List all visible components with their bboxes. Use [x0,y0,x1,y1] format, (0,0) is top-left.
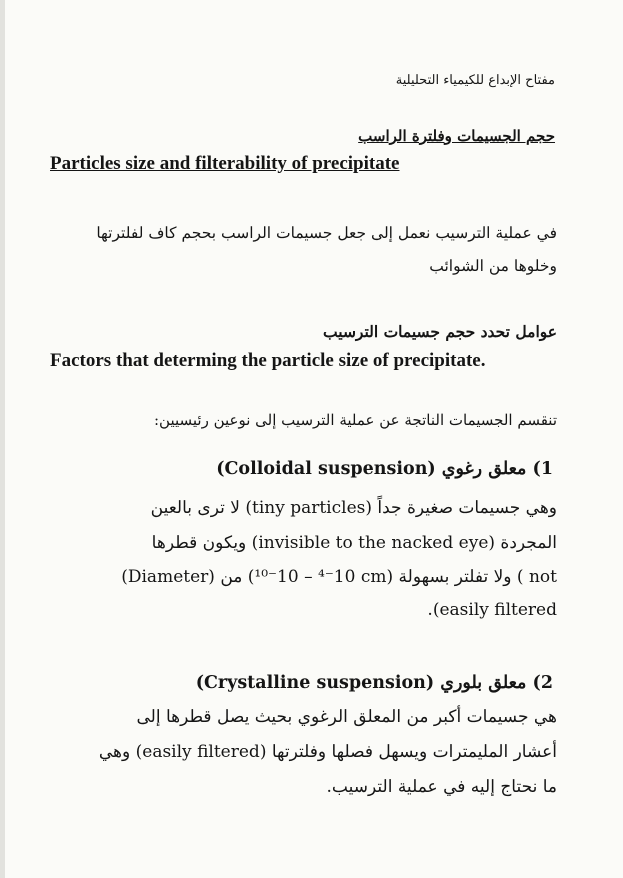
scanned-page-edge [0,0,5,878]
crystalline-line-3: ما نحتاج إليه في عملية الترسيب. [326,777,557,797]
crystalline-line-2: أعشار المليمترات ويسهل فصلها وفلترتها (easily filtered) وهي [98,742,557,762]
colloidal-line-4: .(easily filtered [427,600,557,620]
page-header: مفتاح الإبداع للكيمياء التحليلية [395,73,555,88]
colloidal-line-2: المجردة (invisible to the nacked eye) ويكون قطرها [151,533,557,553]
factors-title-english: Factors that determing the particle size of precipitate. [50,350,486,371]
paragraph-line-2: وخلوها من الشوائب [429,257,557,275]
crystalline-line-1: هي جسيمات أكبر من المعلق الرغوي بحيث يصل قطرها إلى [136,707,557,727]
classification-intro: تنقسم الجسيمات الناتجة عن عملية الترسيب إلى نوعين رئيسيين: [153,411,557,429]
colloidal-heading: 1) معلق رغوي (Colloidal suspension) [216,459,553,479]
colloidal-line-1: وهي جسيمات صغيرة جداً (tiny particles) لا ترى بالعين [150,498,557,518]
section-title-arabic: حجم الجسيمات وفلترة الراسب [358,127,555,145]
crystalline-heading: 2) معلق بلوري (Crystalline suspension) [195,673,553,693]
section-title-english: Particles size and filterability of precipitate [50,153,400,174]
colloidal-line-3: (Diameter) من (10⁻⁴ – 10⁻¹⁰ cm) ولا تفلتر بسهولة ( not [121,567,557,587]
paragraph-line-1: في عملية الترسيب نعمل إلى جعل جسيمات الراسب بحجم كاف لفلترتها [96,224,557,242]
factors-title-arabic: عوامل تحدد حجم جسيمات الترسيب [323,322,557,341]
